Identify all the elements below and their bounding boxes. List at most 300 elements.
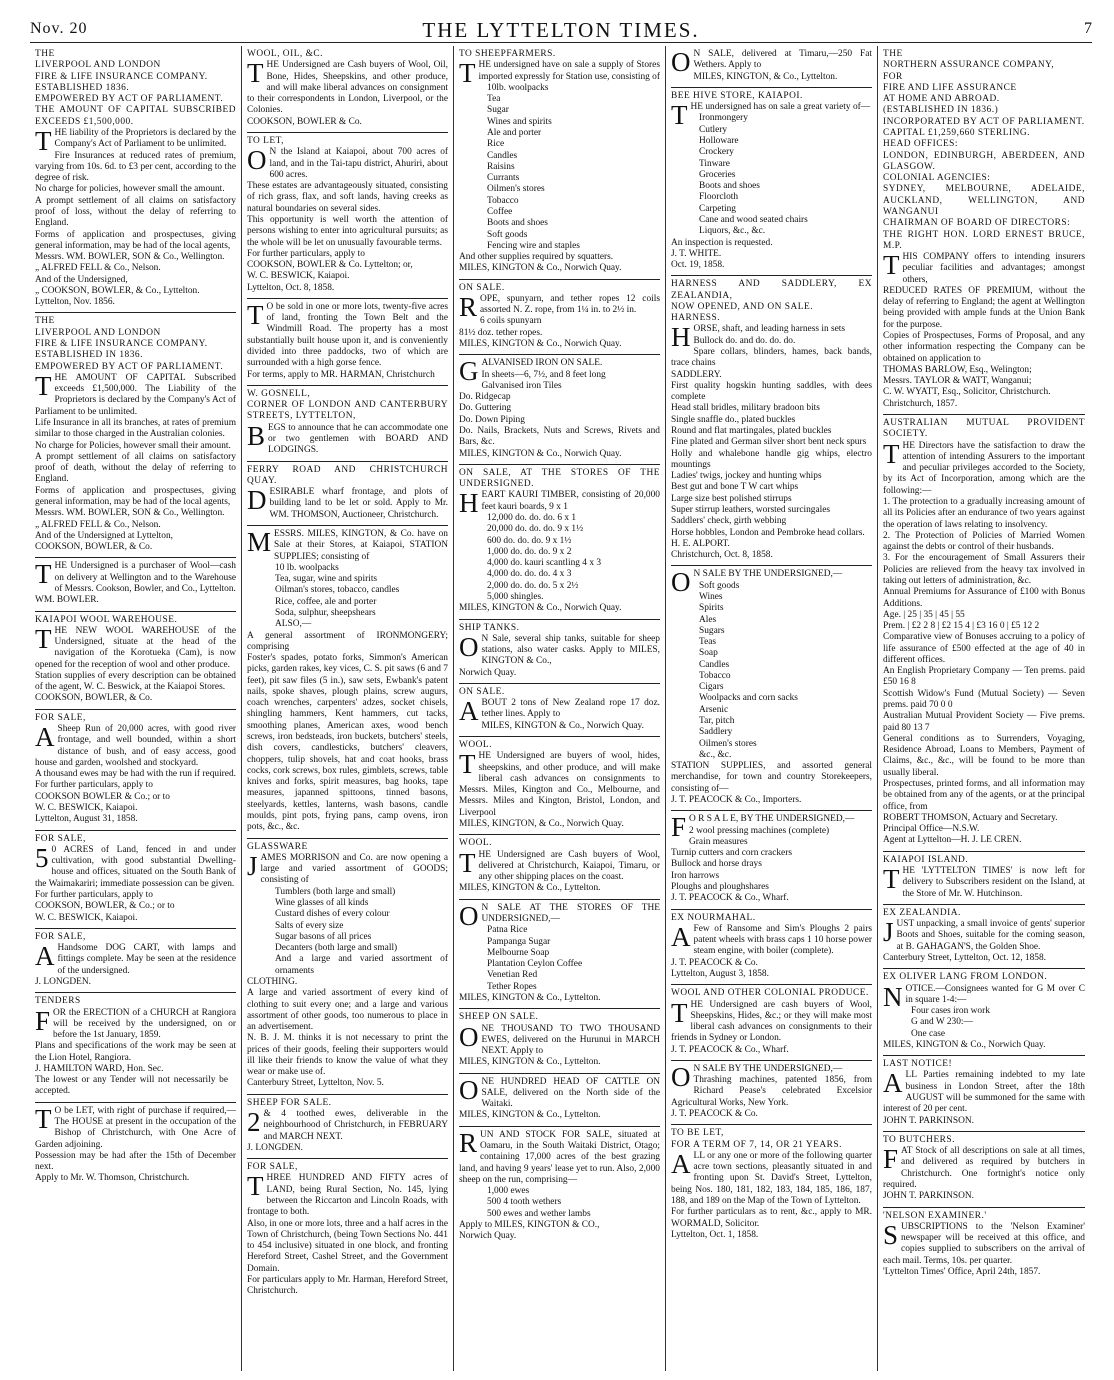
ad-lead-paragraph: THREE HUNDRED AND FIFTY acres of LAND, being Rural Section, No. 145, lying between the Riccarton and Lincoln Roads, with frontage to both. [247, 1171, 448, 1218]
ad-signature: COOKSON, BOWLER, & Co.; or to [35, 901, 175, 912]
ad-list-item: 5,000 shingles. [487, 591, 544, 602]
ad-list-item: 20,000 do. do. do. 9 x 1½ [487, 524, 584, 535]
ad-list-item: Oilman's stores, tobacco, candles [275, 585, 400, 596]
ad-body-text: Fine plated and German silver short bent neck spurs [671, 437, 867, 448]
ad-list-item: Sugar basons of all prices [275, 931, 372, 942]
ad-list-item: Crockery [699, 147, 734, 158]
ad-lead-paragraph: THE Undersigned is a purchaser of Wool—cash on delivery at Wellington and to the Warehouse of Messrs. Cookson, Bowler, and Co., Lyttelton. [35, 559, 236, 594]
ad-heading: EX ZEALANDIA. [883, 907, 961, 918]
ad-lead-paragraph: ON Sale, several ship tanks, suitable for sheep stations, also water casks. Apply to MILES, KINGTON & Co., [459, 631, 660, 667]
ad-body-text: Canterbury Street, Lyttelton, Nov. 5. [247, 1078, 384, 1089]
ad-body-text: A prompt settlement of all claims on satisfactory proof of death, without the delay of referring to England. [35, 451, 236, 485]
ad-body-text: Do. Guttering [459, 403, 512, 414]
ad-lead-paragraph: THE AMOUNT OF CAPITAL Subscribed exceeds £1,500,000. The Liability of the Proprietors is declared by the Company's Act of Parliament to be unlimited. [35, 370, 236, 417]
ad-heading: LAST NOTICE! [883, 1059, 953, 1070]
column-2 [242, 46, 454, 1371]
column-3 [454, 46, 666, 1371]
ad-body-text: Single snaffle do., plated buckles [671, 414, 796, 425]
ad-body-text: Holly and whalebone handle gig whips, electro mountings [671, 448, 872, 470]
ad-lead-paragraph: DESIRABLE wharf frontage, and plots of building land to be let or sold. Apply to Mr. WM. THOMSON, Auctioneer, Christchurch. [247, 485, 448, 520]
advertisement [459, 280, 660, 356]
ad-list-item: Soda, sulphur, sheepshears [275, 607, 376, 618]
ad-body-text: Do. Nails, Brackets, Nuts and Screws, Rivets and Bars, &c. [459, 426, 660, 448]
ad-lead-paragraph: AHandsome DOG CART, with lamps and fittings complete. May be seen at the residence of the undersigned. [35, 941, 236, 976]
ad-signature: MILES, KINGTON & Co., Norwich Quay. [459, 603, 622, 614]
ad-lead-paragraph: ON the Island at Kaiapoi, about 700 acres of land, and in the Tai-tapu district, Ahuriri, about 600 acres. [247, 145, 448, 180]
ad-body-text: Forms of application and prospectuses, giving general information, may be had of the local agents, [35, 485, 236, 507]
ad-body-text: Prospectuses, printed forms, and all information may be obtained from any of the agents, or at the principal office, from [883, 779, 1085, 812]
advertisement [459, 1009, 660, 1073]
advertisement [459, 737, 660, 835]
ad-lead-paragraph: ROPE, spunyarn, and tether ropes 12 coils assorted N. Z. rope, from 1¼ in. to 2½ in. [459, 291, 660, 322]
ad-lead-paragraph: SUBSCRIPTIONS to the 'Nelson Examiner' newspaper will be received at this office, and copies supplied to subscribers on the arrival of each mail. Terms, 10s. per quarter. [883, 1219, 1085, 1266]
ad-body-text: For further particulars, apply to [247, 248, 365, 259]
ad-list-item: Melbourne Soap [487, 947, 550, 958]
ad-lead-paragraph: ALL Parties remaining indebted to my late business in London Street, after the 18th AUGUST will be summoned for the same with interest of 20 per cent. [883, 1068, 1085, 1115]
ad-signature: Lyttelton, August 31, 1858. [35, 814, 138, 825]
ad-body-text: Apply to MILES, KINGTON & CO., [459, 1220, 600, 1230]
ad-heading: FOR SALE, [35, 712, 86, 723]
ad-signature: J. T. WHITE. [671, 248, 722, 259]
ad-heading: WOOL. [459, 740, 492, 751]
ad-list-item: Raisins [487, 161, 515, 172]
advertisement [247, 299, 448, 386]
ad-signature: J. T. PEACOCK & Co., Wharf. [671, 1044, 789, 1055]
ad-body-text: Head stall bridles, military bradoon bits [671, 403, 820, 414]
ad-heading: SHEEP ON SALE. [459, 1012, 539, 1023]
ad-body-text: Also, in one or more lots, three and a half acres in the Town of Christchurch, (being Town Sections No. 441 to 454 inclusive) situated in one block, and fronting Hereford Street, Cashel Street, and the Government Domain. [247, 1218, 448, 1274]
advertisement [247, 46, 448, 133]
ad-signature: WM. BOWLER. [35, 595, 99, 606]
ad-list-item: Candles [487, 150, 518, 161]
ad-list-item: Cutlery [699, 124, 728, 135]
ad-heading: W. GOSNELL, [247, 388, 311, 399]
ad-body-text: Galvanised iron Tiles [481, 380, 562, 391]
ad-signature: W. C. BESWICK, Kaiapoi. [247, 271, 350, 282]
ad-list-item: Groceries [699, 169, 736, 180]
ad-lead-paragraph: TO be LET, with right of purchase if required,—The HOUSE at present in the occupation of the Bishop of Christchurch, with One Acre of Garden adjoining. [35, 1103, 236, 1150]
ad-list-item: Boots and shoes [487, 218, 548, 229]
ad-list-item: Soft goods [487, 229, 528, 240]
ad-body-text: Round and flat martingales, plated buckles [671, 426, 832, 436]
ad-list-item: Venetian Red [487, 970, 538, 981]
ad-body-text: Do. Ridgecap [459, 392, 511, 403]
ad-heading: FIRE & LIFE INSURANCE COMPANY. [35, 339, 208, 350]
ad-list-item: Arsenic [699, 704, 729, 715]
advertisement [459, 46, 660, 280]
ad-heading: EMPOWERED BY ACT OF PARLIAMENT. [35, 361, 224, 372]
ad-body-text: Spare collars, blinders, hames, back bands, trace chains [671, 347, 872, 369]
ad-signature: J. T. PEACOCK & Co. [671, 1109, 758, 1120]
ad-signature: JOHN T. PARKINSON. [883, 1191, 974, 1202]
ad-body-text: Comparative view of Bonuses accruing to a policy of life assurance of £500 effected at the age of 40 in different offices. [883, 632, 1085, 665]
ad-heading: FOR SALE, [35, 833, 86, 844]
ad-heading: LIVERPOOL AND LONDON [35, 60, 161, 71]
ad-list-item: Tinware [699, 158, 730, 169]
ad-list-item: Cane and wood seated chairs [699, 214, 808, 225]
ad-list-item: Ales [699, 614, 717, 625]
ad-list-item: Wine glasses of all kinds [275, 897, 369, 908]
ad-body-text: An inspection is requested. [671, 237, 773, 248]
ad-list-item: And a large and varied assortment of ornaments [275, 954, 448, 976]
ad-heading: SHIP TANKS. [459, 622, 520, 633]
ad-signature: The lowest or any Tender will not necessarily be accepted. [35, 1075, 228, 1097]
advertisement [35, 46, 236, 313]
ad-body-text: For further particulars as to rent, &c., apply to MR. WORMALD, Solicitor. [671, 1207, 872, 1229]
ad-signature: And of the Undersigned, [35, 274, 128, 285]
ad-list-item: Patna Rice [487, 925, 528, 936]
ad-body-text: Copies of Prospectuses, Forms of Proposal, and any other information respecting the Company can be obtained on application to [883, 331, 1085, 364]
ad-lead-paragraph: JUST unpacking, a small invoice of gents' superior Boots and Shoes, suitable for the coming season, at B. GAHAGAN'S, the Golden Shoe. [883, 917, 1085, 952]
advertisement [883, 905, 1085, 969]
ad-heading: ON SALE. [459, 282, 505, 293]
ad-signature: Christchurch, Oct. 8, 1858. [671, 550, 773, 561]
ad-list-item: Sugars [699, 625, 725, 636]
ad-signature: MILES, KINGTON & Co., Lyttelton. [459, 1057, 601, 1068]
ad-lead-paragraph: NOTICE.—Consignees wanted for G M over C in square 1-4:— [883, 981, 1085, 1012]
ad-body-text: First quality hogskin hunting saddles, with dees complete [671, 380, 872, 403]
ad-signature: „ COOKSON, BOWLER, & Co., Lyttelton. [35, 285, 200, 296]
ad-list-item: Custard dishes of every colour [275, 909, 390, 920]
ad-signature: J. LONGDEN. [35, 976, 91, 987]
ad-list-item: 500 ewes and wether lambs [487, 1208, 591, 1219]
ad-heading: KAIAPOI WOOL WAREHOUSE. [35, 614, 178, 625]
ad-body-text: Super stirrup leathers, worsted surcingales [671, 504, 831, 515]
ad-body-text: Turnip cutters and corn crackers [671, 848, 792, 859]
ad-signature: C. W. WYATT, Esq., Solicitor, Christchurch. [883, 387, 1051, 398]
ad-body-text: Age. | 25 | 35 | 45 | 55 [883, 609, 965, 620]
ad-list-item: Pampanga Sugar [487, 936, 551, 947]
ad-body-text: 'Lyttelton Times' Office, April 24th, 1857. [883, 1266, 1041, 1277]
ad-heading: FOR A TERM OF 7, 14, OR 21 YEARS. [671, 1139, 842, 1150]
ad-list-item: 4,000 do. do. do. 4 x 3 [487, 569, 572, 580]
ad-heading: TO BUTCHERS. [883, 1134, 955, 1145]
ad-heading: AUSTRALIAN MUTUAL PROVIDENT SOCIETY. [883, 418, 1085, 440]
ad-list-item: Tar, pitch [699, 716, 735, 727]
ad-signature: Agent at Lyttelton—H. J. LE CREN. [883, 835, 1022, 846]
ad-heading: THE AMOUNT OF CAPITAL SUBSCRIBED EXCEEDS £1,500,000. [35, 105, 236, 127]
ad-signature: COOKSON, BOWLER, & Co. [35, 542, 153, 553]
advertisement [35, 993, 236, 1103]
ad-lead-paragraph: FAT Stock of all descriptions on sale at all times, and delivered as required by butchers in Christchurch. One fortnight's notice only required. [883, 1144, 1085, 1190]
ad-heading: COLONIAL AGENCIES: [883, 173, 991, 184]
ad-lead-paragraph: THE Directors have the satisfaction to draw the attention of intending Assurers to the important and peculiar privileges accorded to the Society, by its Act of Incorporation, among which are the following:— [883, 438, 1085, 496]
ad-heading: THE [883, 49, 903, 59]
advertisement [247, 839, 448, 1095]
ad-signature: MILES, KINGTON, & Co., Lyttelton. [693, 71, 838, 82]
ad-body-text: Forms of application and prospectuses, giving general information, may be had of the local agents, [35, 229, 236, 251]
ad-body-text: Life Insurance in all its branches, at rates of premium similar to those charged in the Australian colonies. [35, 418, 236, 440]
ad-heading: FOR SALE, [35, 931, 86, 942]
advertisement [247, 462, 448, 526]
advertisement [671, 46, 872, 88]
ad-body-text: An English Proprietary Company — Ten prems. paid £50 16 8 [883, 666, 1085, 688]
ad-list-item: Woolpacks and corn sacks [699, 693, 798, 704]
ad-heading: WOOL AND OTHER COLONIAL PRODUCE. [671, 988, 869, 999]
ad-signature: J. LONGDEN. [247, 1142, 303, 1153]
ad-list-item: Rice [487, 139, 505, 150]
ad-body-text: General conditions as to Surrenders, Voyaging, Residence Abroad, Loans to Members, Payment of Claims, &c., &c., will be found to be more than usually liberal. [883, 733, 1085, 778]
ad-list-item: Rice, coffee, ale and porter [275, 596, 377, 607]
ad-body-text: Australian Mutual Provident Society — Five prems. paid 80 13 7 [883, 711, 1085, 733]
ad-list-item: Oilmen's stores [699, 738, 757, 749]
advertisement [671, 566, 872, 811]
masthead [30, 14, 1092, 44]
advertisement [459, 620, 660, 684]
ad-list-item: 1,000 do. do. do. 9 x 2 [487, 546, 572, 557]
column-5 [878, 46, 1090, 1371]
ad-body-text: 6 coils spunyarn [480, 316, 542, 327]
ad-body-text: Apply to Mr. W. Thomson, Christchurch. [35, 1173, 190, 1184]
ad-signature: „ ALFRED FELL & Co., Nelson. [35, 519, 161, 530]
ad-signature: Norwich Quay. [459, 667, 517, 678]
ad-list-item: Tea [487, 94, 501, 105]
ad-list-item: Tea, sugar, wine and spirits [275, 574, 378, 585]
ad-heading: FERRY ROAD AND CHRISTCHURCH QUAY. [247, 464, 448, 486]
ad-lead-paragraph: THE liability of the Proprietors is declared by the Company's Act of Parliament to be unlimited. [35, 125, 236, 156]
ad-signature: And of the Undersigned at Lyttelton, [35, 530, 173, 541]
advertisement [671, 985, 872, 1061]
advertisement [671, 811, 872, 909]
ad-heading: ON SALE, AT THE STORES OF THE UNDERSIGNED. [459, 467, 660, 490]
ad-list-item: One case [911, 1028, 946, 1039]
advertisement [247, 386, 448, 462]
ad-heading: TO BE LET, [671, 1128, 724, 1139]
ad-lead-paragraph: ONE THOUSAND TO TWO THOUSAND EWES, delivered on the Hurunui in MARCH NEXT. Apply to [459, 1021, 660, 1057]
ad-body-text: STATION SUPPLIES, and assorted general merchandise, for town and country Storekeepers, consisting of— [671, 761, 872, 794]
ad-lead-paragraph: 2& 4 toothed ewes, deliverable in the neighbourhood of Christchurch, in FEBRUARY and MARCH NEXT. [247, 1107, 448, 1142]
masthead-rule [30, 42, 1092, 43]
ad-list-item: 4,000 do. kauri scantling 4 x 3 [487, 558, 602, 569]
ad-lead-paragraph: RUN AND STOCK FOR SALE, situated at Oamaru, in the South Waitaki District, Otago; containing 17,000 acres of the best grazing land, and having 9 years' lease yet to run. Also, 2,000 sheep on the run, comprising— [459, 1127, 660, 1185]
ad-signature: MILES, KINGTON & Co., Lyttelton. [459, 883, 601, 894]
ad-heading: NORTHERN ASSURANCE COMPANY, [883, 60, 1055, 71]
ad-signature: MILES, KINGTON & Co., Norwich Quay. [459, 448, 622, 459]
issue-date: Nov. 20 [30, 20, 88, 37]
advertisement [459, 684, 660, 737]
ad-list-item: Soap [699, 648, 718, 659]
ad-signature: Messrs. WM. BOWLER, SON & Co., Wellington. [35, 252, 225, 263]
ad-heading: TENDERS [35, 996, 81, 1007]
ad-list-item: 12,000 do. do. do. 6 x 1 [487, 512, 577, 523]
ad-signature: Messrs. TAYLOR & WATT, Wanganui; [883, 376, 1032, 387]
ad-heading: HARNESS. [671, 313, 721, 324]
ad-list-item: Ale and porter [487, 127, 542, 138]
ad-body-text: Thrashing machines, patented 1856, from Richard Pease's celebrated Excelsior Agricultural Works, New York. [671, 1075, 872, 1108]
ad-heading: WOOL. [459, 838, 492, 849]
ad-body-text: Do. Down Piping [459, 414, 525, 425]
ad-heading: HARNESS AND SADDLERY, EX ZEALANDIA, [671, 279, 872, 301]
ad-lead-paragraph: AFew of Ransome and Sim's Ploughs 2 pairs patent wheels with brass caps 1 10 horse power steam engine, with boiler (complete). [671, 921, 872, 957]
ad-signature: MILES, KINGTON & Co., Norwich Quay. [459, 263, 622, 274]
ad-lead-paragraph: THE undersigned has on sale a great variety of— [671, 100, 871, 131]
advertisement [671, 88, 872, 277]
ad-signature: W. C. BESWICK, Kaiapoi. [35, 803, 138, 813]
ad-list-item: Carpeting [699, 203, 736, 214]
ad-signature: THOMAS BARLOW, Esq., Welington; [883, 364, 1032, 375]
ad-lead-paragraph: ONE HUNDRED HEAD OF CATTLE ON SALE, delivered on the North side of the Waitaki. [459, 1074, 660, 1110]
ad-lead-paragraph: ON SALE BY THE UNDERSIGNED,— [671, 1061, 843, 1092]
ad-lead-paragraph: ON SALE, delivered at Timaru,—250 Fat Wethers. Apply to [671, 47, 872, 77]
ad-list-item: Soft goods [699, 580, 740, 591]
advertisement [247, 1095, 448, 1159]
ad-lead-paragraph: GALVANISED IRON ON SALE. [459, 356, 603, 387]
advertisement [247, 133, 448, 299]
ad-lead-paragraph: 50 ACRES of Land, fenced in and under cultivation, with good substantial Dwelling-house and offices, situated on the South Bank of the Waimakariri; immediate possession can be given. [35, 842, 236, 889]
ad-list-item: Tether Ropes [487, 981, 537, 992]
ad-list-item: G and W 230:— [911, 1017, 973, 1028]
ad-lead-paragraph: THE Undersigned are Cash buyers of Wool, delivered at Christchurch, Kaiapoi, Timaru, or any other shipping places on the coast. [459, 847, 660, 883]
ad-list-item: 2,000 do. do. do. 5 x 2½ [487, 580, 579, 591]
ad-body-text: Saddlers' check, girth webbing [671, 516, 787, 527]
ad-list-item: Wines and spirits [487, 116, 552, 127]
ad-heading: KAIAPOI ISLAND. [883, 854, 969, 865]
ad-lead-paragraph: HORSE, shaft, and leading harness in sets [671, 322, 846, 353]
ad-body-text: And other supplies required by squatters. [459, 252, 614, 263]
ad-lead-paragraph: THE NEW WOOL WAREHOUSE of the Undersigned, situate at the head of the navigation of the Korotueka (Cam), is now opened for the reception of wool and other produce. [35, 623, 236, 670]
ad-heading: BEE HIVE STORE, KAIAPOI. [671, 90, 803, 101]
advertisement [35, 313, 236, 558]
column-4 [666, 46, 878, 1371]
ad-body-text: N. B. J. M. thinks it is not necessary to print the prices of their goods, feeling their supporters would ill like their friends to know the value of what they wear or make use of. [247, 1033, 448, 1078]
ad-signature: MILES, KINGTON & Co., Lyttelton. [459, 1110, 601, 1121]
ad-lead-paragraph: THE undersigned have on sale a supply of Stores imported expressly for Station use, consisting of [459, 58, 660, 89]
ad-heading: LONDON, EDINBURGH, ABERDEEN, AND GLASGOW. [883, 150, 1085, 172]
ad-body-text: Grain measures [689, 836, 748, 847]
ad-lead-paragraph: THE Undersigned are cash buyers of Wool, Sheepskins, Hides, &c.; or they will make most liberal cash advances on consignments to their friends in Sydney or London. [671, 997, 872, 1044]
ad-heading: HEAD OFFICES: [883, 139, 958, 150]
ad-heading: CAPITAL £1,259,660 STERLING. [883, 127, 1031, 138]
ad-list-item: Holloware [699, 135, 739, 146]
ad-heading: ESTABLISHED 1836. [35, 82, 130, 93]
ad-signature: COOKSON, BOWLER, & Co. [35, 693, 153, 704]
ad-signature: ROBERT THOMSON, Actuary and Secretary. [883, 812, 1058, 823]
ad-signature: Lyttelton, August 3, 1858. [671, 968, 769, 979]
ad-body-text: This opportunity is well worth the attention of persons wishing to enter into agricultural pursuits; as the whole will be let on unusually favourable terms. [247, 214, 448, 248]
ad-body-text: Plans and specifications of the work may be seen at the Lion Hotel, Rangiora. [35, 1041, 236, 1063]
ad-body-text: Scottish Widow's Fund (Mutual Society) — Seven prems. paid 70 0 0 [883, 688, 1085, 711]
ad-lead-paragraph: HEART KAURI TIMBER, consisting of 20,000 feet kauri boards, 9 x 1 [459, 488, 660, 519]
ad-list-item: Liquors, &c., &c. [699, 226, 766, 237]
advertisement [883, 415, 1085, 852]
ad-list-item: Ironmongery [699, 113, 748, 124]
advertisement [35, 558, 236, 611]
ad-lead-paragraph: THE 'LYTTELTON TIMES' is now left for delivery to Subscribers resident on the Island, at the Store of Mr. W. Hutchinson. [883, 863, 1085, 899]
ad-body-text: A prompt settlement of all claims on satisfactory proof of loss, without the delay of referring to England. [35, 195, 236, 229]
ad-body-text: Station supplies of every description can be obtained of the agent, W. C. Beswick, at the Kaiapoi Stores. [35, 670, 236, 693]
advertisement [459, 1074, 660, 1127]
ad-list-item: Decanters (both large and small) [275, 943, 398, 954]
advertisement [35, 612, 236, 710]
ad-heading: CHAIRMAN OF BOARD OF DIRECTORS: [883, 218, 1071, 229]
ad-lead-paragraph: ALL or any one or more of the following quarter acre town sections, pleasantly situated in and fronting upon St. David's Street, Lyttelton, being Nos. 180, 181, 182, 183, 184, 185, 186, 187, 188, and 189 on the Map of the Town of Lyttelton. [671, 1148, 872, 1206]
advertisement [35, 831, 236, 929]
ad-heading: NOW OPENED, AND ON SALE. [671, 301, 814, 312]
ad-list-item: Tobacco [699, 670, 731, 681]
ad-list-item: Teas [699, 637, 717, 648]
ad-heading: EMPOWERED BY ACT OF PARLIAMENT. [35, 94, 224, 105]
ad-list-item: Saddlery [699, 727, 733, 738]
ad-heading: SYDNEY, MELBOURNE, ADELAIDE, AUCKLAND, WELLINGTON, AND WANGANUI [883, 184, 1085, 217]
ad-list-item: Plantation Ceylon Coffee [487, 959, 583, 970]
ad-signature: COOKSON, BOWLER & Co. [247, 116, 362, 127]
ad-list-item: 600 do. do. do. 9 x 1½ [487, 535, 572, 546]
ad-signature: „ ALFRED FELL & Co., Nelson. [35, 263, 161, 274]
advertisement [883, 1056, 1085, 1132]
ad-heading: FIRE & LIFE INSURANCE COMPANY. [35, 71, 208, 82]
ad-lead-paragraph: ON SALE BY THE UNDERSIGNED,— [671, 567, 843, 598]
ad-list-item: Currants [487, 173, 520, 184]
advertisement [459, 1127, 660, 1247]
ad-lead-paragraph: BEGS to announce that he can accommodate one or two gentlemen with BOARD AND LODGINGS. [247, 420, 448, 456]
ad-body-text: For terms, apply to MR. HARMAN, Christchurch [247, 369, 435, 380]
ad-body-text: Canterbury Street, Lyttelton, Oct. 12, 1858. [883, 952, 1046, 963]
ad-heading: AT HOME AND ABROAD. [883, 94, 1000, 105]
ad-heading: CORNER OF LONDON AND CANTERBURY STREETS, LYTTELTON, [247, 400, 448, 422]
ad-body-text: CLOTHING. [247, 976, 298, 987]
column-1 [30, 46, 242, 1371]
advertisement [671, 1125, 872, 1245]
advertisement [883, 969, 1085, 1056]
advertisement [883, 46, 1085, 415]
ad-body-text: A general assortment of IRONMONGERY; comprising [247, 630, 448, 652]
ad-list-item: Oilmen's stores [487, 184, 545, 195]
ad-lead-paragraph: ON SALE AT THE STORES OF THE UNDERSIGNED,— [459, 900, 660, 931]
ad-body-text: Bullock and horse drays [671, 859, 762, 870]
ad-list-item: 500 4 tooth wethers [487, 1197, 562, 1208]
ad-body-text: SADDLERY. [671, 369, 722, 380]
ad-body-text: Iron harrows [671, 870, 720, 881]
ad-list-item: 10lb. woolpacks [487, 82, 549, 93]
ad-lead-paragraph: THIS COMPANY offers to intending insurers peculiar facilities and advantages; amongst others, [883, 250, 1085, 285]
ad-signature: Lyttelton, Nov. 1856. [35, 297, 115, 308]
newspaper-title: THE LYTTELTON TIMES. [422, 18, 700, 42]
ad-heading: (ESTABLISHED IN 1836.) [883, 105, 999, 116]
ad-body-text: 1. The protection to a gradually increasing amount of all its Policies after an endurance of two years against the operation of laws relating to insolvency. [883, 496, 1085, 530]
ad-list-item: Tobacco [487, 195, 519, 206]
advertisement [459, 900, 660, 1010]
ad-lead-paragraph: MESSRS. MILES, KINGTON, & Co. have on Sale at their Stores, at Kaiapoi, STATION SUPPLIES; consisting of [247, 526, 448, 562]
ad-signature: Principal Office—N.S.W. [883, 824, 980, 835]
ad-body-text: 2. The Protection of Policies of Married Women against the debts or control of their husbands. [883, 530, 1085, 553]
ad-heading: FIRE AND LIFE ASSURANCE [883, 82, 1017, 93]
ad-list-item: Salts of every size [275, 920, 344, 931]
ad-lead-paragraph: THE Undersigned are Cash buyers of Wool, Oil, Bone, Hides, Sheepskins, and other produce, and will make liberal advances on consignment to their correspondents in London, Liverpool, or the Colonies. [247, 58, 448, 116]
ad-signature: Lyttelton, Oct. 8, 1858. [247, 282, 335, 293]
advertisement-columns [30, 46, 1092, 1371]
ad-heading: TO SHEEPFARMERS. [459, 49, 556, 59]
ad-signature: H. E. ALPORT. [671, 538, 730, 549]
ad-signature: J. T. PEACOCK & Co., Wharf. [671, 893, 789, 904]
ad-list-item: &c., &c. [699, 749, 732, 760]
ad-list-item: Coffee [487, 206, 513, 217]
ad-list-item: ALSO,— [275, 619, 312, 630]
ad-list-item: Tumblers (both large and small) [275, 886, 396, 897]
advertisement [883, 1208, 1085, 1283]
ad-body-text: Ladies' twigs, jockey and hunting whips [671, 471, 822, 482]
advertisement [35, 1103, 236, 1189]
ad-list-item: Floorcloth [699, 192, 739, 203]
ad-signature: MILES, KINGTON & Co., Norwich Quay. [481, 720, 644, 731]
ad-heading: INCORPORATED BY ACT OF PARLIAMENT. [883, 116, 1085, 127]
ad-body-text: In sheets—6, 7½, and 8 feet long [481, 369, 606, 380]
ad-lead-paragraph: FO R S A L E, BY THE UNDERSIGNED,— [671, 812, 855, 843]
ad-signature: Messrs. WM. BOWLER, SON & Co., Wellington. [35, 508, 225, 519]
ad-body-text: A large and varied assortment of every kind of clothing to suit every one; and a large and various assortment of other goods, too numerous to place in an advertisement. [247, 988, 448, 1033]
ad-heading: LIVERPOOL AND LONDON [35, 327, 161, 338]
ad-list-item: Spirits [699, 603, 724, 614]
ad-signature: Oct. 19, 1858. [671, 260, 725, 271]
